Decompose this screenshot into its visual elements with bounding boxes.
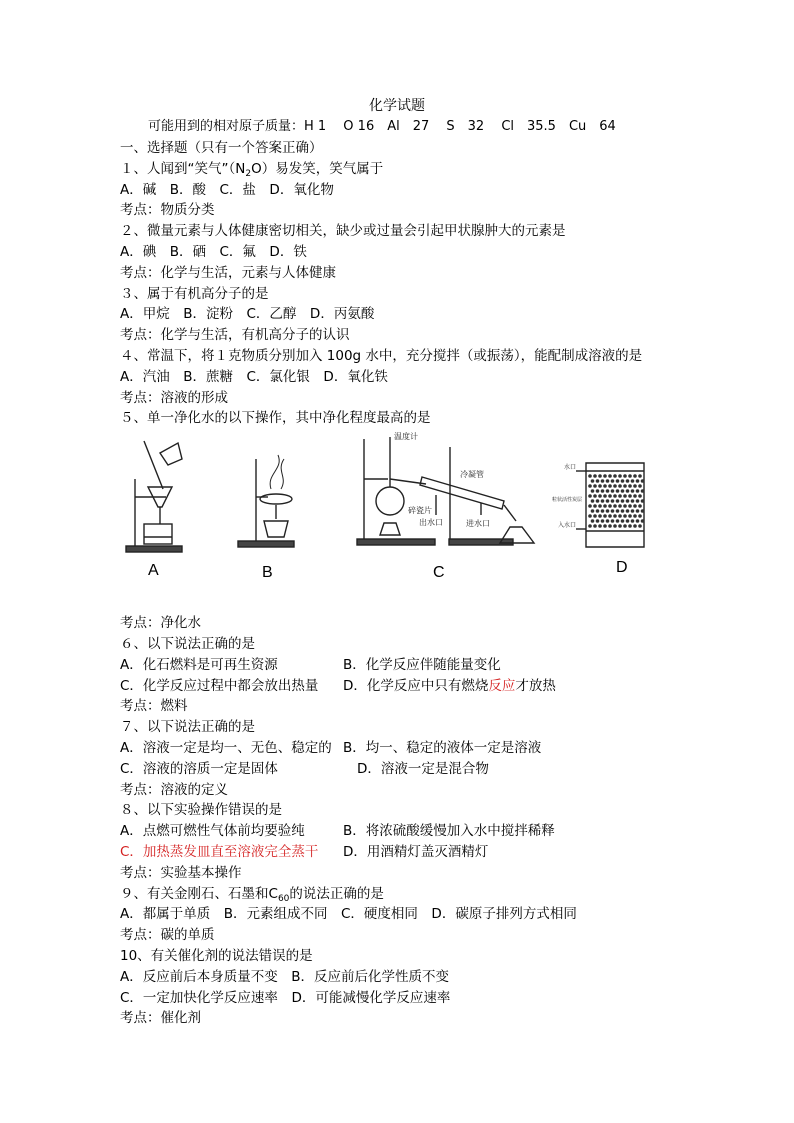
q7-options-cd (120, 759, 740, 780)
carbon-granule (633, 524, 637, 528)
filtration-apparatus (126, 441, 182, 552)
q10-option-a: A．反应前后本身质量不变 (120, 968, 292, 985)
section-heading: 一、选择题（只有一个答案正确） (120, 140, 323, 156)
carbon-granule (608, 484, 612, 488)
q6-stem: ６、以下说法正确的是 (120, 635, 255, 652)
carbon-granule (593, 524, 597, 528)
carbon-granule (623, 514, 627, 518)
carbon-granule (603, 484, 607, 488)
carbon-granule (631, 479, 635, 483)
carbon-granule (613, 524, 617, 528)
carbon-granule (638, 524, 642, 528)
carbon-granule (611, 509, 615, 513)
carbon-granule (591, 489, 595, 493)
q7-option-a: A．溶液一定是均一、无色、稳定的 (120, 739, 332, 756)
q8-options-cd (120, 842, 740, 863)
carbon-granule (603, 474, 607, 478)
carbon-granule (633, 504, 637, 508)
carbon-granule (616, 519, 620, 523)
carbon-granule (628, 484, 632, 488)
figure-label-b: B (262, 564, 273, 582)
q3-options: A．甲烷 B．淀粉 C．乙醇 D．丙氨酸 (120, 306, 375, 323)
q6-option-d: D．化学反应中只有燃烧反应才放热 (343, 677, 556, 694)
carbon-granule (588, 494, 592, 498)
label-d-carbon: 粒状活性炭层 (552, 497, 583, 504)
q2-options: A．碘 B．硒 C．氟 D．铁 (120, 243, 307, 260)
carbon-granule (606, 499, 610, 503)
carbon-granule (596, 479, 600, 483)
q10-stem: 10、有关催化剂的说法错误的是 (120, 947, 313, 964)
q3-stem: ３、属于有机高分子的是 (120, 285, 269, 302)
q6-options-ab (120, 655, 740, 676)
carbon-granule (606, 509, 610, 513)
carbon-granule (626, 509, 630, 513)
carbon-granule (618, 494, 622, 498)
carbon-granule (598, 514, 602, 518)
carbon-granule (606, 519, 610, 523)
carbon-granule (626, 519, 630, 523)
carbon-granule (588, 474, 592, 478)
carbon-granule (593, 494, 597, 498)
carbon-granule (613, 484, 617, 488)
q8-options-ab (120, 821, 740, 842)
label-thermometer: 温度计 (394, 432, 418, 442)
q8-option-a: A．点燃可燃性气体前均要验纯 (120, 823, 305, 840)
carbon-granule (608, 504, 612, 508)
carbon-granule (631, 509, 635, 513)
label-chips: 碎瓷片 (408, 506, 432, 516)
carbon-granules (588, 474, 644, 528)
carbon-granule (633, 484, 637, 488)
q10-topic: 考点：催化剂 (120, 1010, 201, 1027)
carbon-granule (623, 474, 627, 478)
carbon-granule (596, 519, 600, 523)
carbon-granule (616, 489, 620, 493)
carbon-granule (638, 514, 642, 518)
carbon-granule (616, 479, 620, 483)
q7-option-c: C．溶液的溶质一定是固体 (120, 760, 278, 777)
question-list (120, 138, 740, 1029)
carbon-granule (638, 484, 642, 488)
q10-options-ab (120, 967, 740, 988)
carbon-granule (636, 479, 640, 483)
q9-options: A．都属于单质 B．元素组成不同 C．硬度相同 D．碳原子排列方式相同 (120, 906, 577, 923)
carbon-granule (618, 514, 622, 518)
q7-topic: 考点：溶液的定义 (120, 781, 228, 798)
carbon-granule (596, 509, 600, 513)
carbon-granule (603, 494, 607, 498)
label-condenser: 冷凝管 (460, 470, 484, 480)
carbon-granule (616, 499, 620, 503)
carbon-granule (608, 524, 612, 528)
carbon-granule (603, 524, 607, 528)
carbon-granule (593, 514, 597, 518)
q8-option-b: B．将浓硫酸缓慢加入水中搅拌稀释 (343, 823, 555, 840)
carbon-granule (598, 504, 602, 508)
carbon-granule (631, 499, 635, 503)
q6-options-cd (120, 676, 740, 697)
q4-stem: ４、常温下，将１克物质分别加入 100g 水中，充分搅拌（或振荡），能配制成溶液的是 (120, 347, 643, 364)
label-d-in: 入水口 (558, 522, 577, 530)
carbon-granule (613, 474, 617, 478)
carbon-granule (626, 479, 630, 483)
carbon-granule (591, 479, 595, 483)
q6-topic: 考点：燃料 (120, 698, 188, 715)
carbon-granule (588, 524, 592, 528)
label-water-in: 进水口 (466, 519, 490, 529)
carbon-granule (628, 474, 632, 478)
carbon-granule (623, 524, 627, 528)
carbon-granule (638, 504, 642, 508)
carbon-granule (641, 499, 645, 503)
carbon-granule (636, 519, 640, 523)
carbon-granule (601, 499, 605, 503)
carbon-granule (591, 499, 595, 503)
carbon-granule (641, 489, 645, 493)
carbon-granule (641, 479, 645, 483)
distillation-apparatus (357, 437, 534, 545)
carbon-granule (613, 504, 617, 508)
carbon-granule (588, 514, 592, 518)
carbon-granule (621, 509, 625, 513)
carbon-granule (588, 484, 592, 488)
carbon-granule (636, 489, 640, 493)
carbon-granule (606, 479, 610, 483)
carbon-granule (606, 489, 610, 493)
q4-options: A．汽油 B．蔗糖 C．氯化银 D．氧化铁 (120, 368, 388, 385)
carbon-granule (596, 489, 600, 493)
carbon-granule (626, 499, 630, 503)
q8-option-d: D．用酒精灯盖灭酒精灯 (343, 843, 489, 860)
carbon-granule (636, 499, 640, 503)
q10-options-cd (120, 988, 740, 1009)
carbon-granule (596, 499, 600, 503)
carbon-granule (618, 524, 622, 528)
carbon-granule (608, 494, 612, 498)
page-title: 化学试题 (369, 98, 425, 114)
q8-topic: 考点：实验基本操作 (120, 864, 242, 881)
q7-stem: ７、以下说法正确的是 (120, 719, 255, 736)
carbon-granule (603, 504, 607, 508)
carbon-granule (638, 474, 642, 478)
carbon-granule (628, 504, 632, 508)
q1-topic: 考点：物质分类 (120, 202, 215, 219)
figure-label-d: D (616, 559, 628, 577)
carbon-granule (591, 519, 595, 523)
carbon-granule (623, 504, 627, 508)
carbon-granule (601, 489, 605, 493)
carbon-granule (598, 474, 602, 478)
carbon-granule (628, 524, 632, 528)
q6-option-c: C．化学反应过程中都会放出热量 (120, 677, 319, 694)
q5-stem: ５、单一净化水的以下操作，其中净化程度最高的是 (120, 410, 431, 427)
carbon-granule (601, 479, 605, 483)
carbon-granule (638, 494, 642, 498)
carbon-granule (611, 479, 615, 483)
carbon-granule (593, 504, 597, 508)
carbon-granule (613, 494, 617, 498)
carbon-granule (608, 474, 612, 478)
boiling-apparatus (238, 455, 294, 547)
q6-option-b: B．化学反应伴随能量变化 (343, 656, 501, 673)
q6-option-a: A．化石燃料是可再生资源 (120, 656, 278, 673)
figure-label-c: C (433, 564, 445, 582)
carbon-granule (611, 519, 615, 523)
carbon-granule (591, 509, 595, 513)
label-water-out: 出水口 (419, 518, 443, 528)
carbon-granule (623, 494, 627, 498)
purification-apparatus-figure (116, 429, 676, 613)
carbon-granule (621, 499, 625, 503)
q1-stem: １、人闻到“笑气$”(N_2O)$易发笑，笑气属于 (120, 160, 384, 179)
figure-label-a: A (148, 562, 159, 580)
carbon-granule (588, 504, 592, 508)
q3-topic: 考点：化学与生活，有机高分子的认识 (120, 327, 350, 344)
carbon-granule (641, 509, 645, 513)
carbon-granule (631, 519, 635, 523)
q7-options-ab (120, 738, 740, 759)
q10-option-c: C．一定加快化学反应速率 (120, 989, 292, 1006)
label-d-out: 水口 (564, 464, 577, 472)
carbon-granule (616, 509, 620, 513)
carbon-granule (626, 489, 630, 493)
carbon-granule (598, 524, 602, 528)
carbon-granule (598, 494, 602, 498)
carbon-granule (621, 519, 625, 523)
carbon-granule (641, 519, 645, 523)
carbon-granule (618, 504, 622, 508)
carbon-granule (621, 479, 625, 483)
carbon-granule (598, 484, 602, 488)
carbon-granule (611, 489, 615, 493)
q5-topic: 考点：净化水 (120, 615, 201, 632)
carbon-granule (608, 514, 612, 518)
q7-option-b: B．均一、稳定的液体一定是溶液 (343, 739, 542, 756)
carbon-granule (633, 514, 637, 518)
q8-option-c: C．加热蒸发皿直至溶液完全蒸干 (120, 843, 319, 860)
q4-topic: 考点：溶液的形成 (120, 389, 228, 406)
q2-topic: 考点：化学与生活，元素与人体健康 (120, 264, 336, 281)
carbon-granule (621, 489, 625, 493)
q9-stem: ９、有关金刚石、石墨和$C_{60}$的说法正确的是 (120, 885, 384, 904)
q10-option-b: B．反应前后化学性质不变 (291, 968, 450, 985)
q9-topic: 考点：碳的单质 (120, 927, 215, 944)
carbon-granule (613, 514, 617, 518)
carbon-granule (636, 509, 640, 513)
q10-option-d: D．可能减慢化学反应速率 (291, 989, 451, 1006)
carbon-granule (623, 484, 627, 488)
q1-options: A．碱 B．酸 C．盐 D．氧化物 (120, 181, 334, 198)
carbon-granule (601, 509, 605, 513)
carbon-granule (631, 489, 635, 493)
q8-stem: ８、以下实验操作错误的是 (120, 802, 282, 819)
carbon-granule (593, 484, 597, 488)
carbon-granule (618, 484, 622, 488)
carbon-granule (618, 474, 622, 478)
carbon-granule (603, 514, 607, 518)
q5-figure (120, 429, 740, 613)
carbon-granule (601, 519, 605, 523)
carbon-granule (611, 499, 615, 503)
carbon-granule (628, 494, 632, 498)
q7-option-d: D．溶液一定是混合物 (357, 760, 489, 777)
carbon-granule (628, 514, 632, 518)
atomic-masses: 可能用到的相对原子质量：H 1 O 16 Al 27 S 32 Cl 35.5 Cu 64 (148, 119, 616, 134)
carbon-granule (593, 474, 597, 478)
carbon-granule (633, 474, 637, 478)
q2-stem: ２、微量元素与人体健康密切相关，缺少或过量会引起甲状腺肿大的元素是 (120, 223, 566, 240)
carbon-granule (633, 494, 637, 498)
